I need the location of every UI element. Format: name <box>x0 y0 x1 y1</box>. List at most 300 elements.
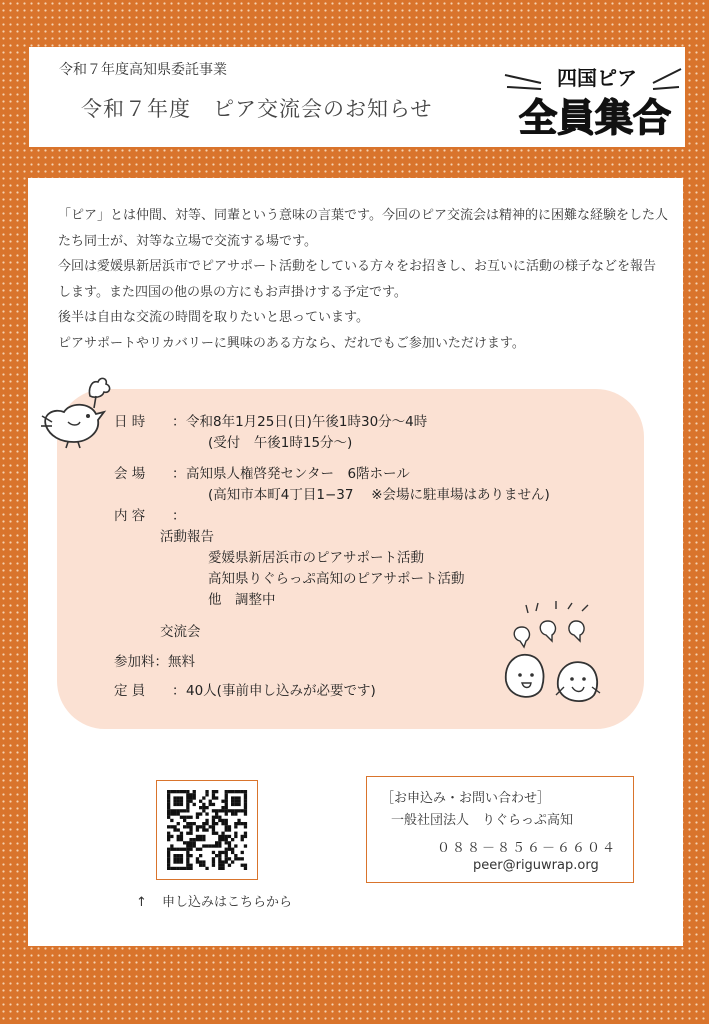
qr-module <box>180 803 183 806</box>
qr-module <box>202 835 205 838</box>
qr-module <box>186 822 189 825</box>
qr-module <box>180 796 183 799</box>
qr-module <box>215 854 218 857</box>
qr-module <box>231 812 234 815</box>
qr-module <box>202 828 205 831</box>
qr-module <box>231 800 234 803</box>
content-heading: 活動報告 <box>160 529 214 545</box>
intro-paragraph: 後半は自由な交流の時間を取りたいと思っています。 <box>58 310 369 325</box>
qr-module <box>170 835 173 838</box>
qr-module <box>173 812 176 815</box>
qr-module <box>189 854 192 857</box>
qr-module <box>209 803 212 806</box>
qr-module <box>231 809 234 812</box>
qr-module <box>225 828 228 831</box>
qr-module <box>199 800 202 803</box>
qr-module <box>189 844 192 847</box>
fee-value: 無料 <box>168 654 195 670</box>
qr-module <box>205 844 208 847</box>
qr-module <box>177 860 180 863</box>
qr-module <box>244 822 247 825</box>
qr-module <box>177 828 180 831</box>
qr-module <box>177 803 180 806</box>
qr-module <box>170 844 173 847</box>
qr-module <box>173 828 176 831</box>
qr-module <box>180 838 183 841</box>
qr-module <box>196 816 199 819</box>
qr-module <box>215 812 218 815</box>
qr-module <box>202 838 205 841</box>
qr-module <box>234 809 237 812</box>
contact-heading: ［お申込み・お問い合わせ］ <box>381 791 551 806</box>
qr-module <box>212 793 215 796</box>
qr-module <box>231 851 234 854</box>
qr-module <box>183 825 186 828</box>
qr-module <box>225 822 228 825</box>
qr-module <box>244 835 247 838</box>
qr-module <box>218 867 221 870</box>
qr-module <box>173 860 176 863</box>
qr-module <box>167 848 170 851</box>
qr-module <box>189 825 192 828</box>
qr-module <box>183 790 186 793</box>
commission-text: 令和７年度高知県委託事業 <box>59 62 227 78</box>
qr-module <box>221 860 224 863</box>
qr-module <box>199 860 202 863</box>
qr-module <box>180 790 183 793</box>
intro-paragraph: 「ピア」とは仲間、対等、同輩という意味の言葉です。今回のピア交流会は精神的に困難な経験をした人たち同士が、対等な立場で交流する場です。 <box>58 208 668 249</box>
qr-module <box>186 816 189 819</box>
qr-module <box>228 825 231 828</box>
qr-module <box>215 790 218 793</box>
qr-module <box>228 864 231 867</box>
qr-module <box>244 864 247 867</box>
datetime-row <box>114 410 427 430</box>
content-item: 他 調整中 <box>208 592 276 608</box>
qr-module <box>221 867 224 870</box>
qr-module <box>225 854 228 857</box>
qr-module <box>225 800 228 803</box>
qr-module <box>228 841 231 844</box>
qr-module <box>199 838 202 841</box>
qr-module <box>221 819 224 822</box>
qr-module <box>234 832 237 835</box>
venue-label: 会 場 <box>114 466 146 482</box>
qr-module <box>177 848 180 851</box>
qr-module <box>189 800 192 803</box>
qr-module <box>231 838 234 841</box>
qr-module <box>221 832 224 835</box>
qr-module <box>218 809 221 812</box>
qr-module <box>189 796 192 799</box>
qr-code[interactable] <box>166 790 248 870</box>
qr-module <box>186 803 189 806</box>
qr-module <box>170 790 173 793</box>
fee-row <box>114 650 195 670</box>
qr-module <box>183 819 186 822</box>
capacity-row <box>114 679 376 699</box>
qr-module <box>167 806 170 809</box>
qr-module <box>241 857 244 860</box>
qr-module <box>189 822 192 825</box>
qr-module <box>193 803 196 806</box>
qr-module <box>180 854 183 857</box>
qr-module <box>244 844 247 847</box>
qr-module <box>218 851 221 854</box>
qr-module <box>173 796 176 799</box>
qr-module <box>225 851 228 854</box>
qr-module <box>196 838 199 841</box>
qr-module <box>237 857 240 860</box>
qr-module <box>186 854 189 857</box>
qr-module <box>212 857 215 860</box>
qr-module <box>215 796 218 799</box>
qr-module <box>167 793 170 796</box>
qr-module <box>199 835 202 838</box>
qr-module <box>167 835 170 838</box>
qr-module <box>205 828 208 831</box>
qr-module <box>225 819 228 822</box>
qr-module <box>205 819 208 822</box>
qr-module <box>225 857 228 860</box>
qr-module <box>199 812 202 815</box>
logo-top-text: 四国ピア <box>557 66 637 90</box>
qr-module <box>199 864 202 867</box>
qr-module <box>215 816 218 819</box>
qr-module <box>237 800 240 803</box>
contact-email[interactable]: peer@riguwrap.org <box>473 858 599 873</box>
qr-module <box>228 848 231 851</box>
qr-module <box>186 860 189 863</box>
colon: ： <box>172 466 186 482</box>
qr-module <box>205 867 208 870</box>
qr-module <box>225 796 228 799</box>
qr-module <box>225 803 228 806</box>
qr-module <box>180 848 183 851</box>
qr-module <box>225 806 228 809</box>
qr-module <box>173 790 176 793</box>
venue-value: 高知県人権啓発センター 6階ホール <box>186 466 410 482</box>
qr-module <box>173 803 176 806</box>
capacity-value: 40人(事前申し込みが必要です) <box>186 683 376 699</box>
qr-module <box>234 825 237 828</box>
qr-module <box>186 809 189 812</box>
qr-module <box>177 796 180 799</box>
venue-row <box>114 462 410 482</box>
qr-module <box>231 860 234 863</box>
qr-module <box>196 857 199 860</box>
qr-module <box>241 864 244 867</box>
qr-module <box>221 864 224 867</box>
qr-module <box>225 790 228 793</box>
qr-module <box>221 835 224 838</box>
qr-module <box>244 867 247 870</box>
qr-module <box>186 800 189 803</box>
qr-module <box>225 848 228 851</box>
qr-module <box>189 832 192 835</box>
qr-module <box>177 800 180 803</box>
qr-module <box>202 803 205 806</box>
qr-module <box>225 825 228 828</box>
qr-module <box>186 806 189 809</box>
qr-module <box>167 867 170 870</box>
content-label: 内 容 <box>114 508 146 524</box>
qr-module <box>244 790 247 793</box>
qr-module <box>167 864 170 867</box>
qr-module <box>186 867 189 870</box>
qr-module <box>225 812 228 815</box>
qr-module <box>183 848 186 851</box>
qr-module <box>234 857 237 860</box>
qr-module <box>186 848 189 851</box>
qr-module <box>225 793 228 796</box>
qr-module <box>167 825 170 828</box>
qr-module <box>205 812 208 815</box>
qr-module <box>193 841 196 844</box>
qr-module <box>186 793 189 796</box>
qr-module <box>241 790 244 793</box>
qr-module <box>202 860 205 863</box>
qr-module <box>189 828 192 831</box>
colon: ： <box>154 654 168 670</box>
intro-text <box>58 203 668 356</box>
qr-module <box>189 848 192 851</box>
qr-module <box>221 800 224 803</box>
qr-module <box>202 822 205 825</box>
qr-module <box>215 822 218 825</box>
qr-module <box>170 867 173 870</box>
qr-module <box>193 790 196 793</box>
qr-module <box>205 790 208 793</box>
qr-module <box>225 841 228 844</box>
qr-module <box>212 828 215 831</box>
qr-module <box>212 803 215 806</box>
qr-module <box>234 854 237 857</box>
qr-module <box>212 844 215 847</box>
qr-module <box>237 819 240 822</box>
qr-module <box>234 790 237 793</box>
content-row <box>114 504 186 524</box>
qr-module <box>186 851 189 854</box>
colon: ： <box>172 414 186 430</box>
qr-module <box>221 851 224 854</box>
qr-module <box>212 796 215 799</box>
qr-module <box>186 841 189 844</box>
qr-module <box>199 825 202 828</box>
qr-module <box>167 803 170 806</box>
qr-module <box>193 822 196 825</box>
qr-module <box>177 812 180 815</box>
qr-module <box>170 812 173 815</box>
intro-paragraph: ピアサポートやリカバリーに興味のある方なら、だれでもご参加いただけます。 <box>58 335 525 351</box>
qr-module <box>177 867 180 870</box>
qr-module <box>205 793 208 796</box>
fee-label: 参加料 <box>114 654 155 670</box>
qr-module <box>244 812 247 815</box>
qr-module <box>218 841 221 844</box>
qr-module <box>189 867 192 870</box>
qr-module <box>218 844 221 847</box>
qr-module <box>180 809 183 812</box>
qr-module <box>212 851 215 854</box>
qr-module <box>209 825 212 828</box>
qr-module <box>186 832 189 835</box>
signup-caption <box>136 891 292 910</box>
qr-module <box>177 857 180 860</box>
qr-module <box>180 857 183 860</box>
qr-module <box>228 809 231 812</box>
qr-module <box>196 860 199 863</box>
qr-module <box>234 803 237 806</box>
qr-module <box>167 854 170 857</box>
qr-module <box>199 848 202 851</box>
qr-module <box>209 800 212 803</box>
qr-module <box>218 864 221 867</box>
qr-module <box>167 800 170 803</box>
signup-caption-text: 申し込みはこちらから <box>162 895 293 910</box>
qr-module <box>180 867 183 870</box>
qr-module <box>228 835 231 838</box>
qr-module <box>193 796 196 799</box>
qr-module <box>205 806 208 809</box>
logo-main-text: 全員集合 <box>518 96 672 140</box>
qr-module <box>231 796 234 799</box>
qr-module <box>167 832 170 835</box>
qr-module <box>241 809 244 812</box>
qr-module <box>173 809 176 812</box>
qr-module <box>228 857 231 860</box>
qr-module <box>193 844 196 847</box>
qr-module <box>231 803 234 806</box>
qr-module <box>170 819 173 822</box>
qr-module <box>196 835 199 838</box>
qr-module <box>241 822 244 825</box>
qr-module <box>212 790 215 793</box>
qr-module <box>228 844 231 847</box>
main-panel <box>28 178 683 946</box>
qr-module <box>167 838 170 841</box>
qr-module <box>173 848 176 851</box>
qr-module <box>218 835 221 838</box>
qr-module <box>237 809 240 812</box>
qr-module <box>180 835 183 838</box>
venue-note: (高知市本町4丁目1−37 ※会場に駐車場はありません) <box>208 487 550 503</box>
qr-module <box>170 848 173 851</box>
qr-module <box>241 835 244 838</box>
qr-module <box>218 838 221 841</box>
colon: ： <box>172 683 186 699</box>
qr-module <box>221 822 224 825</box>
qr-module <box>170 825 173 828</box>
content-exchange: 交流会 <box>160 624 201 640</box>
qr-module <box>212 860 215 863</box>
qr-module <box>167 790 170 793</box>
qr-module <box>202 825 205 828</box>
qr-module <box>183 841 186 844</box>
qr-module <box>183 867 186 870</box>
contact-phone: ０８８－８５６－６６０４ <box>437 841 618 856</box>
qr-module <box>212 822 215 825</box>
bird-icon <box>38 366 113 451</box>
qr-module <box>234 822 237 825</box>
qr-module <box>212 816 215 819</box>
qr-module <box>221 806 224 809</box>
qr-module <box>212 825 215 828</box>
qr-module <box>167 860 170 863</box>
qr-module <box>173 857 176 860</box>
qr-module <box>215 844 218 847</box>
qr-module <box>221 809 224 812</box>
qr-module <box>189 793 192 796</box>
qr-module <box>183 816 186 819</box>
qr-module <box>167 809 170 812</box>
qr-module <box>180 816 183 819</box>
qr-module <box>189 864 192 867</box>
qr-module <box>193 793 196 796</box>
qr-module <box>186 844 189 847</box>
qr-module <box>186 790 189 793</box>
qr-module <box>244 832 247 835</box>
content-item: 愛媛県新居浜市のピアサポート活動 <box>208 550 424 566</box>
qr-module <box>177 809 180 812</box>
qr-module <box>212 809 215 812</box>
qr-module <box>186 825 189 828</box>
qr-module <box>167 857 170 860</box>
qr-module <box>244 793 247 796</box>
qr-module <box>186 864 189 867</box>
contact-box <box>366 776 634 883</box>
qr-module <box>241 851 244 854</box>
qr-module <box>225 835 228 838</box>
qr-module <box>228 828 231 831</box>
datetime-label: 日 時 <box>114 414 146 430</box>
qr-module <box>173 825 176 828</box>
qr-module <box>173 867 176 870</box>
capacity-label: 定 員 <box>114 683 146 699</box>
qr-module <box>244 796 247 799</box>
qr-module <box>237 803 240 806</box>
datetime-note: (受付 午後1時15分～) <box>208 435 353 451</box>
qr-module <box>231 790 234 793</box>
datetime-value: 令和8年1月25日(日)午後1時30分～4時 <box>186 414 428 430</box>
qr-module <box>177 854 180 857</box>
qr-code-box[interactable] <box>156 780 258 880</box>
qr-module <box>218 854 221 857</box>
qr-module <box>202 806 205 809</box>
qr-module <box>244 809 247 812</box>
qr-module <box>244 800 247 803</box>
qr-module <box>228 790 231 793</box>
qr-module <box>177 822 180 825</box>
qr-module <box>180 860 183 863</box>
qr-module <box>173 800 176 803</box>
page-title: 令和７年度 ピア交流会のお知らせ <box>81 97 433 121</box>
qr-module <box>177 838 180 841</box>
qr-module <box>199 854 202 857</box>
qr-module <box>209 844 212 847</box>
qr-module <box>234 812 237 815</box>
qr-module <box>234 835 237 838</box>
qr-module <box>234 844 237 847</box>
qr-module <box>237 796 240 799</box>
qr-module <box>231 848 234 851</box>
qr-module <box>193 838 196 841</box>
qr-module <box>212 864 215 867</box>
qr-module <box>167 796 170 799</box>
qr-module <box>170 809 173 812</box>
qr-module <box>225 838 228 841</box>
qr-module <box>196 828 199 831</box>
